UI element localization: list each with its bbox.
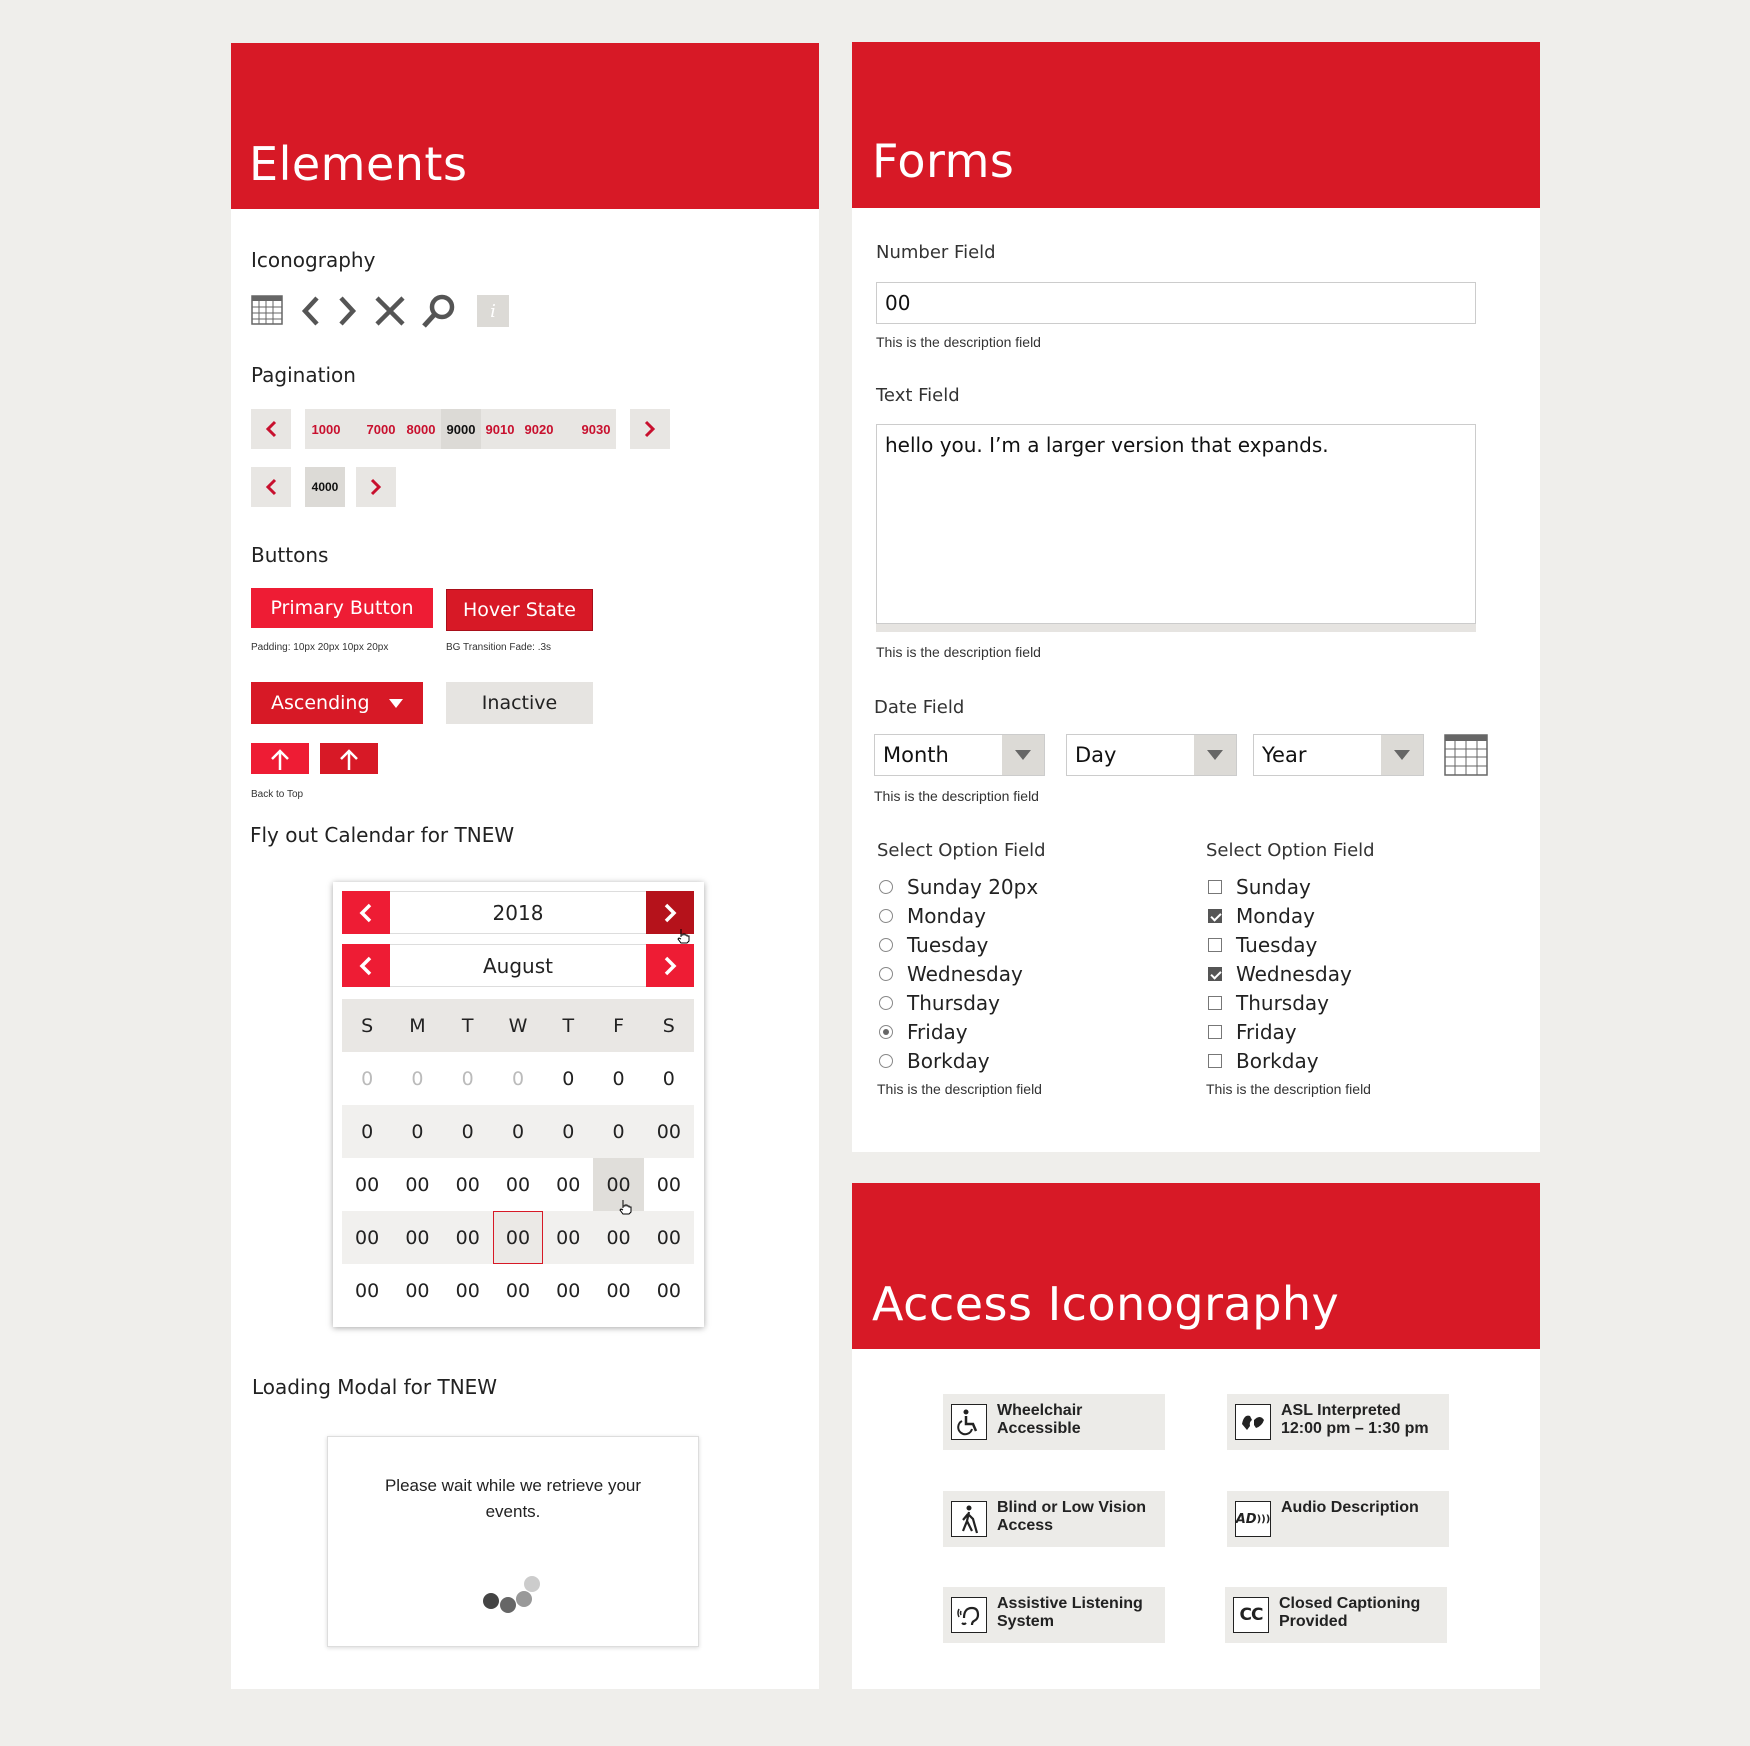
- access-label-line2: Access: [997, 1517, 1054, 1534]
- access-label-line2: 12:00 pm – 1:30 pm: [1281, 1420, 1429, 1437]
- radio-option-label: Sunday 20px: [907, 874, 1039, 899]
- calendar-day[interactable]: 00: [505, 1279, 531, 1302]
- calendar-prev-year-button[interactable]: [342, 891, 390, 934]
- elements-header: [231, 43, 819, 209]
- flyout-calendar: [333, 882, 704, 1327]
- info-icon[interactable]: i: [477, 295, 509, 327]
- access-label-line1: Blind or Low Vision: [997, 1499, 1147, 1516]
- calendar-next-month-button[interactable]: [646, 944, 694, 987]
- checkbox-option-checked[interactable]: [1208, 901, 1315, 930]
- radio-option-label: Borkday: [907, 1048, 990, 1073]
- access-label-line2: System: [997, 1613, 1054, 1630]
- calendar-day[interactable]: 0: [562, 1120, 575, 1143]
- date-field-description: This is the description field: [874, 788, 1039, 804]
- day-select-value: Day: [1075, 743, 1117, 767]
- caret-down-icon: [389, 699, 403, 708]
- calendar-month: August: [483, 953, 553, 978]
- checkbox-option-label: Wednesday: [1236, 961, 1352, 986]
- access-label-line1: ASL Interpreted: [1281, 1402, 1401, 1419]
- radio-option[interactable]: [879, 901, 986, 930]
- hand-cursor-icon: [677, 928, 691, 944]
- hover-button-note: BG Transition Fade: .3s: [446, 642, 552, 653]
- calendar-day[interactable]: 00: [505, 1173, 531, 1196]
- checkbox-option[interactable]: [1208, 1046, 1319, 1075]
- checkbox-option[interactable]: [1208, 930, 1317, 959]
- calendar-prev-month-button[interactable]: [342, 944, 390, 987]
- radio-option[interactable]: [879, 930, 988, 959]
- radio-option-label: Thursday: [907, 990, 1000, 1015]
- calendar-day-hovered[interactable]: 00: [593, 1158, 643, 1211]
- asl-icon: [1235, 1404, 1271, 1440]
- closed-captioning-icon: CC: [1233, 1597, 1269, 1633]
- checkbox-checked[interactable]: [1208, 967, 1222, 981]
- calendar-day[interactable]: 00: [606, 1279, 631, 1302]
- pagination-gap: [559, 409, 576, 449]
- close-icon[interactable]: [374, 295, 406, 332]
- month-select[interactable]: [874, 734, 1045, 776]
- radio-button[interactable]: [879, 996, 893, 1010]
- weekday-label: S: [662, 1014, 675, 1037]
- text-field-label: Text Field: [876, 385, 960, 406]
- calendar-week: [342, 1105, 694, 1158]
- access-badge-label: [1281, 1499, 1419, 1517]
- chevron-down-icon: [1194, 735, 1236, 775]
- checkbox-group-description: This is the description field: [1206, 1081, 1371, 1097]
- radio-group-label: Select Option Field: [877, 840, 1046, 861]
- loading-modal: [327, 1436, 699, 1647]
- calendar-day[interactable]: 0: [511, 1120, 525, 1143]
- calendar-grid: [342, 999, 694, 1317]
- checkbox-checked[interactable]: [1208, 909, 1222, 923]
- access-badge-label: [997, 1595, 1143, 1631]
- access-badge-label: [997, 1499, 1146, 1535]
- calendar-day[interactable]: 0: [612, 1120, 625, 1143]
- calendar-icon[interactable]: [1444, 734, 1488, 781]
- radio-option-label: Friday: [907, 1019, 968, 1044]
- checkbox-option[interactable]: [1208, 988, 1329, 1017]
- iconography-title: Iconography: [251, 248, 376, 272]
- wheelchair-icon: [951, 1404, 987, 1440]
- checkbox[interactable]: [1208, 1054, 1222, 1068]
- calendar-day[interactable]: 00: [656, 1279, 681, 1302]
- calendar-icon[interactable]: [251, 295, 283, 330]
- weekday-label: M: [409, 1014, 426, 1037]
- checkbox[interactable]: [1208, 938, 1222, 952]
- weekday-label: S: [361, 1014, 374, 1037]
- calendar-week: [342, 1264, 694, 1317]
- calendar-day[interactable]: 00: [656, 1226, 681, 1249]
- access-badge-label: [997, 1402, 1082, 1438]
- forms-header: [852, 42, 1540, 208]
- calendar-year-row: [342, 891, 694, 934]
- radio-option-selected[interactable]: [879, 1017, 968, 1046]
- search-icon[interactable]: [421, 293, 457, 334]
- checkbox-option-label: Friday: [1236, 1019, 1297, 1044]
- hand-cursor-icon: [619, 1199, 633, 1215]
- pagination-gap: [347, 409, 361, 449]
- calendar-day[interactable]: 0: [411, 1120, 424, 1143]
- radio-option-label: Monday: [907, 903, 986, 928]
- primary-button-note: Padding: 10px 20px 10px 20px: [251, 642, 389, 653]
- loading-text: Please wait while we retrieve your events.: [384, 1476, 642, 1521]
- elements-title: Elements: [249, 137, 468, 191]
- chevron-right-icon: [662, 955, 678, 977]
- year-select[interactable]: [1253, 734, 1424, 776]
- calendar-day[interactable]: 00: [606, 1226, 631, 1249]
- checkbox-option-label: Tuesday: [1236, 932, 1318, 957]
- calendar-day[interactable]: 00: [556, 1226, 581, 1249]
- pagination-page[interactable]: 9020: [519, 409, 559, 449]
- inactive-button: Inactive: [446, 682, 593, 724]
- chevron-left-icon[interactable]: [299, 295, 323, 332]
- radio-option-label: Wednesday: [907, 961, 1023, 986]
- access-label-line1: Wheelchair: [997, 1402, 1083, 1419]
- weekday-label: T: [562, 1014, 575, 1037]
- calendar-day[interactable]: 00: [455, 1279, 480, 1302]
- chevron-right-icon[interactable]: [335, 295, 359, 332]
- calendar-day[interactable]: 0: [461, 1120, 474, 1143]
- checkbox-group-label: Select Option Field: [1206, 840, 1375, 861]
- number-field[interactable]: 00: [876, 282, 1476, 324]
- calendar-day: 0: [361, 1067, 374, 1090]
- radio-option[interactable]: [879, 872, 1038, 901]
- calendar-day[interactable]: 00: [355, 1173, 380, 1196]
- text-field[interactable]: hello you. I’m a larger version that expands.: [876, 424, 1476, 624]
- calendar-week: [342, 1052, 694, 1105]
- access-label-line1: Closed Captioning: [1279, 1595, 1421, 1612]
- calendar-day[interactable]: 00: [355, 1279, 380, 1302]
- radio-button-checked[interactable]: [879, 1025, 893, 1039]
- assistive-listening-icon: [951, 1597, 987, 1633]
- pagination-next-button[interactable]: [630, 409, 670, 449]
- calendar-month-row: [342, 944, 694, 987]
- day-select[interactable]: [1066, 734, 1237, 776]
- pagination-page[interactable]: 8000: [401, 409, 441, 449]
- arrow-up-icon: [270, 748, 290, 770]
- access-badge-label: [1281, 1402, 1429, 1438]
- calendar-day[interactable]: 00: [656, 1120, 681, 1143]
- radio-button[interactable]: [879, 909, 893, 923]
- chevron-down-icon: [1381, 735, 1423, 775]
- access-title: Access Iconography: [872, 1277, 1340, 1331]
- month-select-value: Month: [883, 743, 949, 767]
- pagination-next-button[interactable]: [356, 467, 396, 507]
- radio-option[interactable]: [879, 988, 1000, 1017]
- calendar-day[interactable]: 0: [662, 1067, 675, 1090]
- chevron-down-icon: [1002, 735, 1044, 775]
- hover-state-button[interactable]: Hover State: [446, 589, 593, 631]
- access-label-line2: Accessible: [997, 1420, 1081, 1437]
- checkbox-option-label: Sunday: [1236, 874, 1311, 899]
- calendar-day[interactable]: 00: [455, 1226, 480, 1249]
- access-label-line1: Audio Description: [1281, 1499, 1419, 1516]
- access-badge-label: [1279, 1595, 1420, 1631]
- radio-button[interactable]: [879, 967, 893, 981]
- calendar-weekday-header: [342, 999, 694, 1052]
- calendar-week: [342, 1158, 694, 1211]
- number-field-label: Number Field: [876, 242, 996, 263]
- radio-option[interactable]: [879, 1046, 990, 1075]
- number-field-description: This is the description field: [876, 334, 1041, 350]
- access-label-line1: Assistive Listening: [997, 1595, 1143, 1612]
- chevron-right-icon: [662, 902, 678, 924]
- text-field-resize-bar[interactable]: [876, 624, 1476, 632]
- pagination-page[interactable]: 9010: [481, 409, 519, 449]
- calendar-day[interactable]: 00: [405, 1173, 430, 1196]
- checkbox-option-checked[interactable]: [1208, 959, 1352, 988]
- access-badge-closed-captioning: [1225, 1587, 1447, 1643]
- calendar-day[interactable]: 0: [562, 1067, 575, 1090]
- forms-title: Forms: [872, 134, 1015, 188]
- back-to-top-note: Back to Top: [251, 789, 304, 800]
- audio-description-icon: AD ))): [1235, 1501, 1271, 1537]
- radio-button[interactable]: [879, 938, 893, 952]
- access-label-line2: Provided: [1279, 1613, 1348, 1630]
- access-panel: [852, 1183, 1540, 1689]
- weekday-label: T: [461, 1014, 474, 1037]
- checkbox[interactable]: [1208, 996, 1222, 1010]
- checkbox[interactable]: [1208, 880, 1222, 894]
- pagination-page-active[interactable]: 4000: [305, 467, 345, 507]
- access-badge-asl: [1227, 1394, 1449, 1450]
- calendar-day[interactable]: 0: [361, 1120, 374, 1143]
- chevron-left-icon: [358, 955, 374, 977]
- checkbox-option[interactable]: [1208, 1017, 1297, 1046]
- radio-option-label: Tuesday: [907, 932, 989, 957]
- radio-button[interactable]: [879, 880, 893, 894]
- calendar-day[interactable]: 0: [612, 1067, 625, 1090]
- loading-spinner-icon: [482, 1573, 542, 1613]
- calendar-title: Fly out Calendar for TNEW: [250, 823, 515, 847]
- ascending-dropdown-button[interactable]: [251, 682, 423, 724]
- radio-option[interactable]: [879, 959, 1023, 988]
- calendar-day[interactable]: 00: [355, 1226, 380, 1249]
- checkbox-option-label: Thursday: [1236, 990, 1329, 1015]
- calendar-day: 0: [511, 1067, 525, 1090]
- arrow-up-icon: [339, 748, 359, 770]
- ascending-label: Ascending: [271, 692, 370, 714]
- forms-panel: [852, 42, 1540, 1152]
- pagination-page[interactable]: 7000: [361, 409, 401, 449]
- year-select-value: Year: [1262, 743, 1307, 767]
- checkbox-option[interactable]: [1208, 872, 1311, 901]
- buttons-title: Buttons: [251, 543, 329, 567]
- weekday-label: F: [613, 1014, 625, 1037]
- calendar-day[interactable]: 00: [656, 1173, 681, 1196]
- access-badge-low-vision: [943, 1491, 1165, 1547]
- chevron-left-icon: [358, 902, 374, 924]
- back-to-top-hover-button[interactable]: [320, 743, 378, 774]
- low-vision-icon: [951, 1501, 987, 1537]
- calendar-day: 0: [411, 1067, 424, 1090]
- pagination-prev-button[interactable]: [251, 467, 291, 507]
- access-badge-wheelchair: [943, 1394, 1165, 1450]
- radio-button[interactable]: [879, 1054, 893, 1068]
- access-badge-audio-description: [1227, 1491, 1449, 1547]
- calendar-day: 0: [461, 1067, 474, 1090]
- text-field-description: This is the description field: [876, 644, 1041, 660]
- calendar-day[interactable]: 00: [556, 1279, 581, 1302]
- back-to-top-button[interactable]: [251, 743, 309, 774]
- calendar-day[interactable]: 00: [556, 1173, 581, 1196]
- access-badge-assistive-listening: [943, 1587, 1165, 1643]
- checkbox[interactable]: [1208, 1025, 1222, 1039]
- pagination-prev-button[interactable]: [251, 409, 291, 449]
- pagination-page-active[interactable]: 9000: [441, 409, 481, 449]
- calendar-day[interactable]: 00: [455, 1173, 480, 1196]
- calendar-day[interactable]: 00: [405, 1226, 430, 1249]
- pagination-page[interactable]: 9030: [576, 409, 616, 449]
- pagination-page[interactable]: 1000: [305, 409, 347, 449]
- pagination-title: Pagination: [251, 363, 356, 387]
- access-header: [852, 1183, 1540, 1349]
- weekday-label: W: [508, 1014, 528, 1037]
- radio-group-description: This is the description field: [877, 1081, 1042, 1097]
- calendar-day[interactable]: 00: [405, 1279, 430, 1302]
- checkbox-option-label: Monday: [1236, 903, 1315, 928]
- calendar-week: [342, 1211, 694, 1264]
- calendar-year: 2018: [492, 900, 544, 925]
- checkbox-option-label: Borkday: [1236, 1048, 1319, 1073]
- calendar-day-selected[interactable]: 00: [493, 1211, 543, 1264]
- primary-button[interactable]: Primary Button: [251, 588, 433, 628]
- date-field-label: Date Field: [874, 697, 965, 718]
- loading-modal-title: Loading Modal for TNEW: [252, 1375, 498, 1399]
